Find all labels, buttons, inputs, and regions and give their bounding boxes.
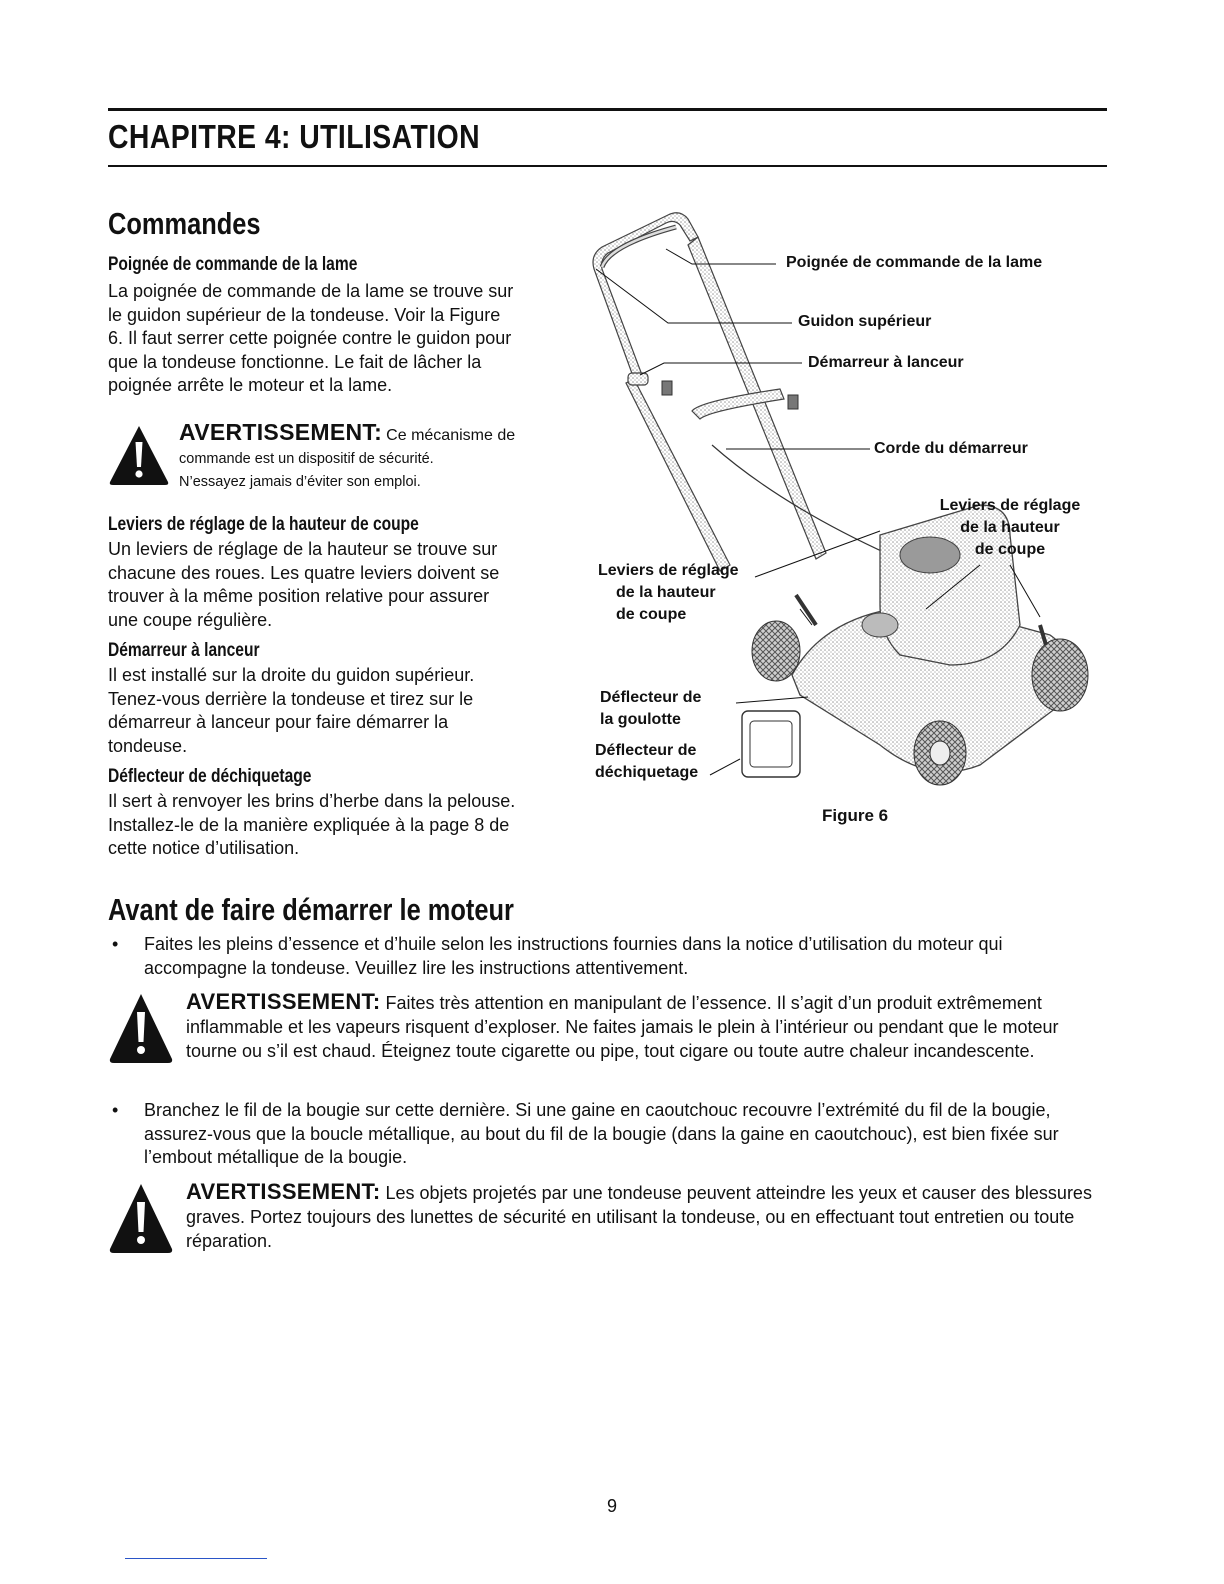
levers-left-line-2: de la hauteur (616, 584, 716, 601)
commandes-heading: Commandes (108, 206, 261, 241)
figure-caption: Figure 6 (822, 806, 889, 825)
warning3-text: Les objets projetés par une tondeuse peuvent atteindre les yeux et causer des blessures graves. Portez toujours des lunettes de sécurité en utilisant la tondeuse, ou en effectuant tout entretien ou toute réparation. (186, 1183, 1092, 1251)
blade-handle-heading: Poignée de commande de la lame (108, 254, 358, 275)
warning2-word: AVERTISSEMENT: (186, 989, 381, 1014)
chute-line-2: la goulotte (600, 711, 681, 728)
starter-line-1: Il est installé sur la droite du guidon supérieur. (108, 665, 475, 685)
bullet-spark-plug-text: Branchez le fil de la bougie sur cette dernière. Si une gaine en caoutchouc recouvre l’extrémité du fil de la bougie, assurez-vous que la boucle métallique, au bout du fil de la bougie (dans la gaine en caoutchouc), est bien fixée sur l’embout métallique de la bougie. (144, 1100, 1059, 1167)
starter-heading: Démarreur à lanceur (108, 640, 260, 661)
label-levers-left (598, 560, 739, 626)
levers-line-4: une coupe régulière. (108, 609, 273, 630)
mulch-line-3: cette notice d’utilisation. (108, 838, 300, 858)
blade-line-3: 6. Il faut serrer cette poignée contre le guidon pour (108, 328, 512, 348)
warning2-text: Faites très attention en manipulant de l’essence. Il s’agit d’un produit extrêmement inflammable et les vapeurs risquent d’exploser. Ne faites jamais le plein à l’intérieur ou pendant que le moteur tourne ou s’il est chaud. Éteignez toute cigarette ou pipe, tout cigare ou toute autre chaleur incandescente. (186, 993, 1059, 1061)
footer-line (125, 1558, 267, 1559)
bullet-spark-plug (108, 1099, 1108, 1170)
page-number: 9 (606, 1496, 617, 1516)
mulch-heading: Déflecteur de déchiquetage (108, 766, 312, 787)
starter-line-2: Tenez-vous derrière la tondeuse et tirez sur le (108, 688, 474, 709)
warning3-word: AVERTISSEMENT: (186, 1179, 381, 1204)
label-blade-control-handle: Poignée de commande de la lame (786, 254, 1043, 271)
height-lever-left (796, 595, 816, 625)
label-starter-rope: Corde du démarreur (874, 440, 1028, 457)
chapter-underline (108, 165, 1107, 167)
starter-line-3: démarreur à lanceur pour faire démarrer la (108, 712, 449, 732)
levers-heading: Leviers de réglage de la hauteur de coupe (108, 514, 419, 535)
warning-safety-mechanism (108, 420, 548, 500)
mulch-label-line-2: déchiquetage (595, 764, 699, 781)
levers-line-2: chacune des roues. Les quatre leviers doivent se (108, 562, 500, 583)
chapter-title: CHAPITRE 4: UTILISATION (108, 118, 481, 155)
levers-right-line-2: de la hauteur (960, 519, 1060, 536)
blade-handle-paragraph (108, 280, 558, 398)
label-recoil-starter: Démarreur à lanceur (808, 354, 964, 371)
chute-line-1: Déflecteur de (600, 689, 702, 706)
warning1-line2: commande est un dispositif de sécurité. (179, 451, 434, 467)
top-rule (108, 108, 1107, 111)
before-start-heading: Avant de faire démarrer le moteur (108, 892, 514, 927)
figure-6 (580, 205, 1110, 845)
mulch-label-line-1: Déflecteur de (595, 742, 697, 759)
mulch-paragraph (108, 790, 558, 861)
levers-paragraph (108, 538, 558, 632)
bullet-dot: • (112, 1100, 119, 1120)
levers-left-line-1: Leviers de réglage (598, 562, 739, 579)
warning1-line3: N’essayez jamais d’éviter son emploi. (179, 474, 421, 490)
warning-triangle-icon (108, 424, 170, 486)
starter-line-4: tondeuse. (108, 735, 188, 756)
levers-line-1: Un leviers de réglage de la hauteur se trouve sur (108, 539, 498, 559)
mulch-line-1: Il sert à renvoyer les brins d’herbe dans la pelouse. (108, 791, 516, 811)
starter-paragraph (108, 664, 558, 758)
warning-projectiles (108, 1180, 1108, 1253)
bullet-fuel (108, 933, 1108, 980)
mulch-line-2: Installez-le de la manière expliquée à la page 8 de (108, 814, 510, 835)
blade-line-5: poignée arrête le moteur et la lame. (108, 375, 393, 395)
levers-line-3: trouver à la même position relative pour assurer (108, 586, 490, 606)
label-upper-handle: Guidon supérieur (798, 313, 932, 330)
levers-right-line-1: Leviers de réglage (939, 497, 1081, 514)
warning1-line1: Ce mécanisme de (386, 427, 516, 444)
label-levers-right (930, 495, 1090, 561)
blade-line-1: La poignée de commande de la lame se trouve sur (108, 281, 514, 301)
label-chute-deflector (600, 687, 701, 731)
bullet-dot: • (112, 934, 119, 954)
warning1-word: AVERTISSEMENT: (179, 419, 383, 445)
label-mulch-deflector (595, 740, 698, 784)
warning-triangle-icon (108, 1182, 174, 1254)
blade-line-2: le guidon supérieur de la tondeuse. Voir la Figure (108, 304, 501, 325)
warning-fuel (108, 990, 1108, 1063)
warning-triangle-icon (108, 992, 174, 1064)
bullet-fuel-text: Faites les pleins d’essence et d’huile selon les instructions fournies dans la notice d’utilisation du moteur qui accompagne la tondeuse. Veuillez lire les instructions attentivement. (144, 934, 1003, 978)
levers-right-line-3: de coupe (974, 541, 1046, 558)
blade-line-4: que la tondeuse fonctionne. Le fait de lâcher la (108, 351, 482, 372)
levers-left-line-3: de coupe (616, 606, 687, 623)
